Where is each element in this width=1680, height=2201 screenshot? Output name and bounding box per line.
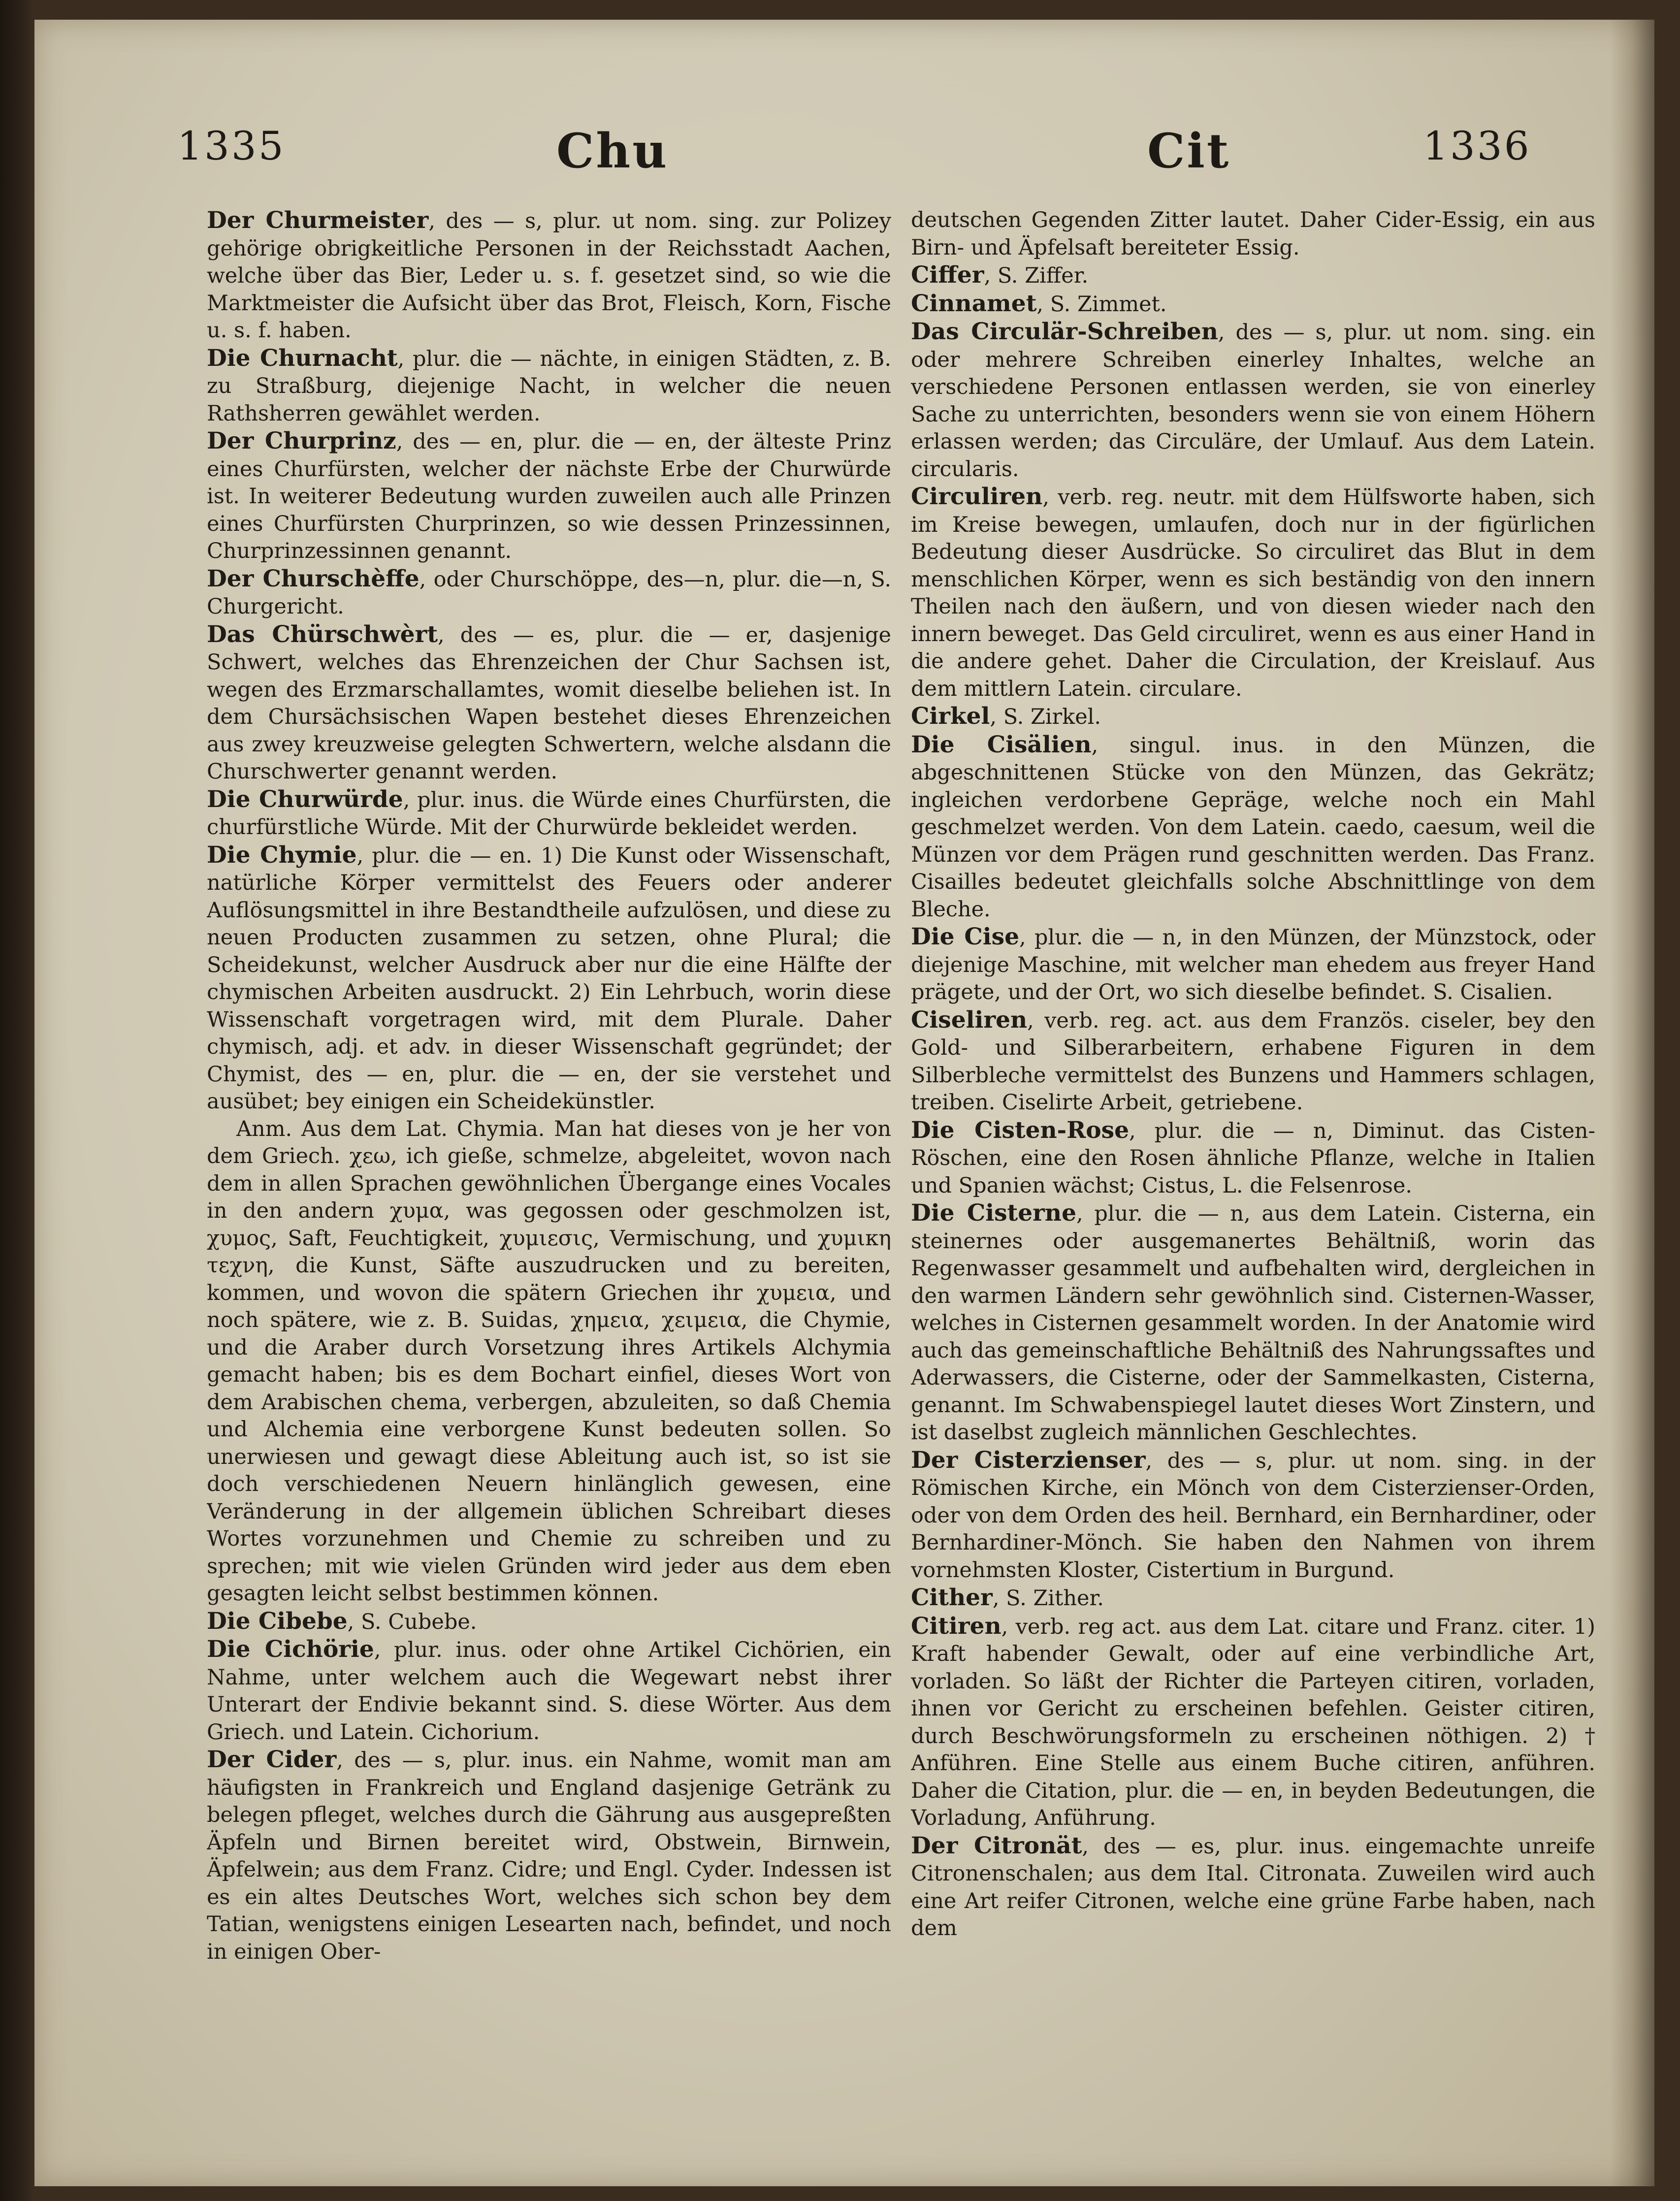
entry-headword: Der Churprinz (207, 427, 396, 454)
entry-text: , des — en, plur. die — en, der älteste Prinz eines Churfürsten, welcher der nächste Erbe der Churwürde ist. In weiterer Bedeutung wurden zuweilen auch alle Prinzen eines Churfürsten Churprinzen, so wie dessen Prinzessinnen, Churprinzessinnen genannt. (207, 429, 891, 563)
dictionary-entry (207, 1116, 891, 1608)
dictionary-entry (911, 483, 1595, 703)
entry-headword: Citiren (911, 1612, 1002, 1640)
entry-text: , verb. reg act. aus dem Lat. citare und Franz. citer. 1) Kraft habender Gewalt, oder auf eine verbindliche Art, vorladen. So läßt der Richter die Parteyen citiren, vorladen, ihnen vor Gericht zu erscheinen befehlen. Geister citiren, durch Beschwörungsformeln zu erscheinen nöthigen. 2) † Anführen. Eine Stelle aus einem Buche citiren, anführen. Daher die Citation, plur. die — en, in beyden Bedeutungen, die Vorladung, Anführung. (911, 1614, 1595, 1830)
entry-text: , S. Cubebe. (347, 1609, 477, 1634)
dictionary-entry (207, 1636, 891, 1746)
dictionary-entry (911, 1199, 1595, 1447)
dictionary-entry (911, 1006, 1595, 1117)
entry-headword: Cirkel (911, 703, 990, 730)
entry-headword: Die Cise (911, 923, 1020, 950)
entry-headword: Der Cisterzienser (911, 1446, 1146, 1474)
dictionary-entry (911, 1584, 1595, 1613)
entry-headword: Der Churmeister (207, 207, 429, 234)
entry-text: , des — s, plur. inus. ein Nahme, womit man am häufigsten in Frankreich und England dasjenige Getränk zu belegen pfleget, welches durch die Gährung aus ausgepreßten Äpfeln und Birnen bereitet wird, Obstwein, Birnwein, Äpfelwein; aus dem Franz. Cidre; und Engl. Cyder. Indessen ist es ein altes Deutsches Wort, welches sich schon bey dem Tatian, wenigstens einigen Lesearten nach, befindet, und noch in einigen Ober- (207, 1748, 891, 1964)
entry-text: Anm. Aus dem Lat. Chymia. Man hat dieses von je her von dem Griech. χεω, ich gieße, schmelze, abgeleitet, wovon nach dem in allen Sprachen gewöhnlichen Übergange eines Vocales in den andern χυμα, was gegossen oder geschmolzen ist, χυμος, Saft, Feuchtigkeit, χυμιεσις, Vermischung, und χυμικη τεχνη, die Kunst, Säfte auszudrucken und zu bereiten, kommen, und wovon die spätern Griechen ihr χυμεια, und noch spätere, wie z. B. Suidas, χημεια, χειμεια, die Chymie, und die Araber durch Vorsetzung ihres Artikels Alchymia gemacht haben; bis es dem Bochart einfiel, dieses Wort von dem Arabischen chema, verbergen, abzuleiten, so daß Chemia und Alchemia eine verborgene Kunst bedeuten sollen. So unerwiesen und gewagt diese Ableitung auch ist, so ist sie doch verschiedenen Neuern hinlänglich gewesen, eine Veränderung in der allgemein üblichen Schreibart dieses Wortes vorzunehmen und Chemie zu schreiben und zu sprechen; mit wie vielen Gründen wird jeder aus dem eben gesagten leicht selbst bestimmen können. (207, 1116, 891, 1606)
entry-text: , plur. die — nächte, in einigen Städten, z. B. zu Straßburg, diejenige Nacht, in welcher die neuen Rathsherren gewählet werden. (207, 346, 891, 426)
entry-text: , verb. reg. neutr. mit dem Hülfsworte haben, sich im Kreise bewegen, umlaufen, doch nur in der figürlichen Bedeutung dieser Ausdrücke. So circuliret das Blut in dem menschlichen Körper, wenn es sich beständig von den innern Theilen nach den äußern, und von diesen wieder nach den innern beweget. Das Geld circuliret, wenn es aus einer Hand in die andere gehet. Daher die Circulation, der Kreislauf. Aus dem mittlern Latein. circulare. (911, 485, 1595, 701)
entry-text: , des — es, plur. inus. eingemachte unreife Citronenschalen; aus dem Ital. Citronata. Zuweilen wird auch eine Art reifer Citronen, welche eine grüne Farbe haben, nach dem (911, 1834, 1595, 1941)
dictionary-entry (911, 923, 1595, 1006)
entry-text: , plur. die — en. 1) Die Kunst oder Wissenschaft, natürliche Körper vermittelst des Feuers oder anderer Auflösungsmittel in ihre Bestandtheile aufzulösen, und diese zu neuen Producten zusammen zu setzen, ohne Plural; die Scheidekunst, welcher Ausdruck aber nur die eine Hälfte der chymischen Arbeiten ausdruckt. 2) Ein Lehrbuch, worin diese Wissenschaft vorgetragen wird, mit dem Plurale. Daher chymisch, adj. et adv. in dieser Wissenschaft gegründet; der Chymist, des — en, plur. die — en, der sie verstehet und ausübet; bey einigen ein Scheidekünstler. (207, 843, 891, 1114)
entry-headword: Die Chymie (207, 841, 357, 869)
entry-headword: Circuliren (911, 483, 1043, 510)
left-running-head: Chu (556, 123, 669, 179)
dictionary-entry (207, 1608, 891, 1636)
entry-headword: Der Citronät (911, 1832, 1082, 1859)
dictionary-entry (911, 290, 1595, 319)
dictionary-entry (207, 345, 891, 428)
entry-headword: Die Cibebe (207, 1607, 348, 1635)
entry-text: , oder Churschöppe, des—n, plur. die—n, S. Churgericht. (207, 567, 891, 619)
entry-text: , des — s, plur. ut nom. sing. in der Römischen Kirche, ein Mönch von dem Cisterzienser-Orden, oder von dem Orden des heil. Bernhard, ein Bernhardiner, oder Bernhardiner-Mönch. Sie haben den Nahmen von ihrem vornehmsten Kloster, Cistertium in Burgund. (911, 1448, 1595, 1583)
entry-headword: Die Cisterne (911, 1199, 1077, 1227)
entry-headword: Der Churschèffe (207, 565, 420, 592)
dictionary-entry (207, 565, 891, 621)
entry-text: , S. Ziffer. (984, 263, 1089, 288)
entry-text: , plur. die — n, aus dem Latein. Cisterna, ein steinernes oder ausgemanertes Behältniß, worin das Regenwasser gesammelt und aufbehalten wird, dergleichen in den warmen Ländern sehr gewöhnlich sind. Cisternen-Wasser, welches in Cisternen gesammelt worden. In der Anatomie wird auch das gemeinschaftliche Behältniß des Nahrungssaftes und Aderwassers, die Cisterne, oder der Sammelkasten, Cisterna, genannt. Im Schwabenspiegel lautet dieses Wort Zinstern, und ist daselbst zugleich männlichen Geschlechtes. (911, 1201, 1595, 1445)
dictionary-entry (911, 703, 1595, 731)
entry-text: , des — s, plur. ut nom. sing. ein oder mehrere Schreiben einerley Inhaltes, welche an verschiedene Personen entlassen werden, sie von einerley Sache zu unterrichten, besonders wenn sie von einem Höhern erlassen werden; das Circuläre, der Umlauf. Aus dem Latein. circularis. (911, 320, 1595, 482)
dictionary-entry (911, 261, 1595, 290)
right-page-number: 1336 (1423, 123, 1531, 169)
entry-headword: Die Cisälien (911, 731, 1092, 758)
left-column (207, 207, 891, 2078)
right-running-head: Cit (1147, 123, 1231, 179)
dictionary-entry (207, 207, 891, 345)
entry-headword: Ciseliren (911, 1006, 1028, 1034)
entry-text: , S. Zither. (992, 1586, 1104, 1611)
entry-text: , S. Zimmet. (1036, 291, 1167, 317)
entry-headword: Das Circulär-Schreiben (911, 318, 1218, 345)
dictionary-entry (911, 1117, 1595, 1200)
entry-text: , des — es, plur. die — er, dasjenige Schwert, welches das Ehrenzeichen der Chur Sachsen ist, wegen des Erzmarschallamtes, womit dieselbe beliehen ist. In dem Chursächsischen Wapen bestehet dieses Ehrenzeichen aus zwey kreuzweise gelegten Schwertern, welche alsdann die Churschwerter genannt werden. (207, 622, 891, 784)
right-column (911, 207, 1595, 2078)
entry-text: , des — s, plur. ut nom. sing. zur Polizey gehörige obrigkeitliche Personen in der Reichsstadt Aachen, welche über das Bier, Leder u. s. f. gesetzet sind, so wie die Marktmeister die Aufsicht über das Brot, Fleisch, Korn, Fische u. s. f. haben. (207, 209, 891, 343)
page-edge-shadow (1610, 20, 1654, 2186)
entry-headword: Cinnamet (911, 290, 1037, 317)
entry-text: , verb. reg. act. aus dem Französ. ciseler, bey den Gold- und Silberarbeitern, erhabene Figuren in dem Silberbleche vermittelst des Bunzens und Hammers schlagen, treiben. Ciselirte Arbeit, getriebene. (911, 1008, 1595, 1115)
entry-headword: Die Churnacht (207, 344, 398, 372)
dictionary-entry (207, 621, 891, 786)
entry-headword: Das Chürschwèrt (207, 620, 438, 648)
dictionary-entry (911, 1613, 1595, 1832)
entry-headword: Die Cichörie (207, 1636, 374, 1663)
entry-headword: Die Cisten-Rose (911, 1116, 1129, 1144)
entry-text: , S. Zirkel. (990, 705, 1101, 729)
dictionary-entry (911, 731, 1595, 924)
entry-text: deutschen Gegenden Zitter lautet. Daher Cider-Essig, ein aus Birn- und Äpfelsaft bereiteter Essig. (911, 208, 1595, 260)
dictionary-entry (207, 427, 891, 565)
dictionary-entry (911, 207, 1595, 261)
entry-text: , singul. inus. in den Münzen, die abgeschnittenen Stücke von den Münzen, das Gekrätz; ingleichen verdorbene Gepräge, welche noch ein Mahl geschmelzet werden. Von dem Latein. caedo, caesum, weil die Münzen vor dem Prägen rund geschnitten werden. Das Franz. Cisailles bedeutet gleichfalls solche Abschnittlinge von dem Bleche. (911, 733, 1595, 922)
left-page-number: 1335 (177, 123, 286, 169)
entry-headword: Ciffer (911, 261, 984, 289)
dictionary-entry (207, 786, 891, 842)
entry-headword: Der Cider (207, 1746, 337, 1773)
dictionary-entry (911, 1447, 1595, 1585)
dictionary-entry (911, 318, 1595, 483)
entry-text: , plur. inus. die Würde eines Churfürsten, die churfürstliche Würde. Mit der Churwürde bekleidet werden. (207, 787, 891, 840)
entry-text: , plur. die — n, Diminut. das Cisten-Röschen, eine den Rosen ähnliche Pflanze, welche in Italien und Spanien wächst; Cistus, L. die Felsenrose. (911, 1118, 1595, 1198)
entry-text: , plur. inus. oder ohne Artikel Cichörien, ein Nahme, unter welchem auch die Wegewart nebst ihrer Unterart der Endivie bekannt sind. S. diese Wörter. Aus dem Griech. und Latein. Cichorium. (207, 1638, 891, 1745)
dictionary-entry (911, 1832, 1595, 1942)
dictionary-entry (207, 842, 891, 1116)
entry-headword: Die Churwürde (207, 785, 403, 813)
entry-text: , plur. die — n, in den Münzen, der Münzstock, oder diejenige Maschine, mit welcher man ehedem aus freyer Hand prägete, und der Ort, wo sich dieselbe befindet. S. Cisalien. (911, 925, 1595, 1004)
entry-headword: Cither (911, 1584, 993, 1611)
dictionary-entry (207, 1746, 891, 1966)
